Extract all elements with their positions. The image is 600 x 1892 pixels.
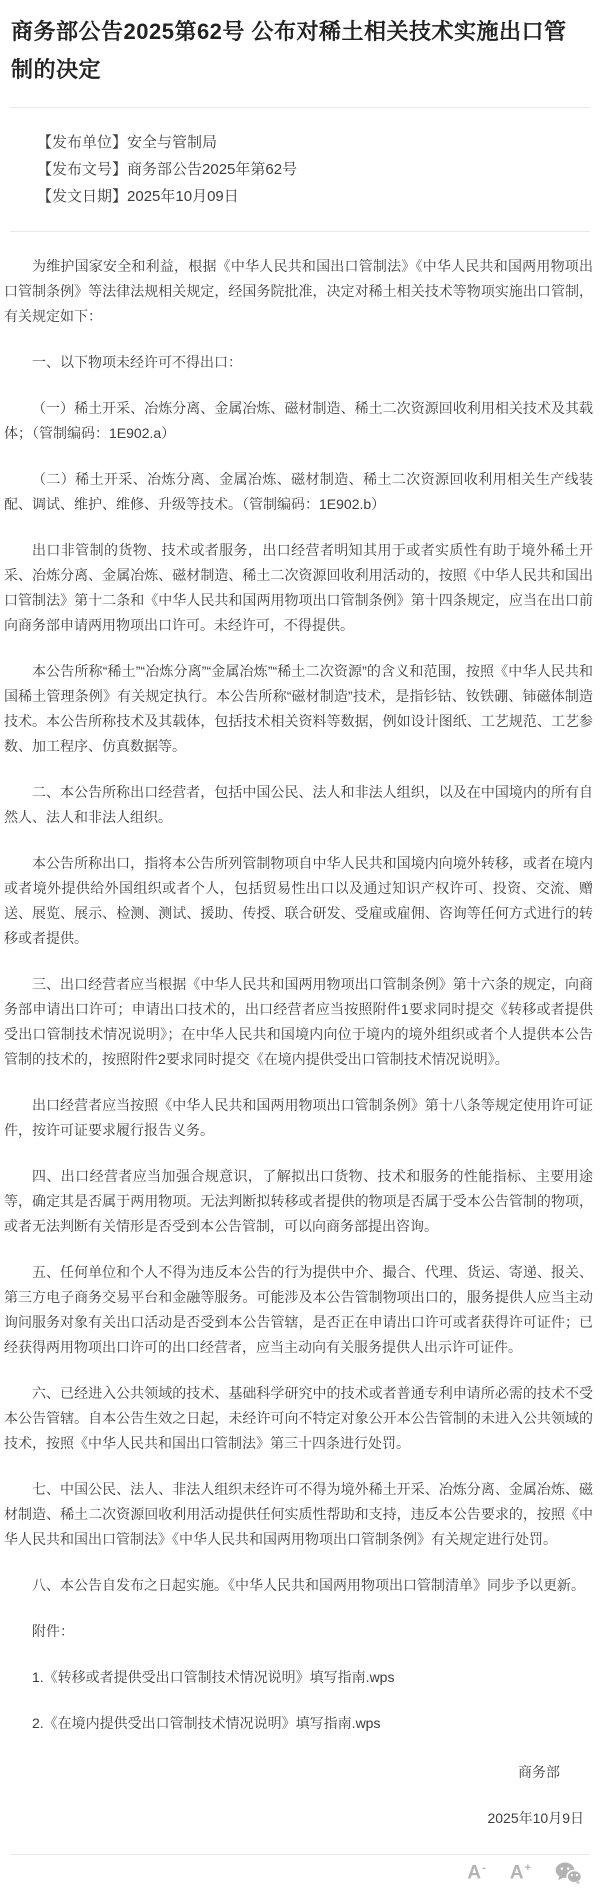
meta-document-number xyxy=(37,156,590,183)
font-increase-button[interactable] xyxy=(510,1863,531,1882)
signature-date: 2025年10月9日 xyxy=(487,1810,584,1826)
body-paragraph: 四、出口经营者应当加强合规意识，了解拟出口货物、技术和服务的性能指标、主要用途等，确定其是否属于两用物项。无法判断拟转移或者提供的物项是否属于受本公告管制的物项，或者无法判断有关情形是否受到本公告管制，可以向商务部提出咨询。 xyxy=(4,1168,593,1234)
meta-block xyxy=(0,108,600,231)
body-paragraph: （二）稀土开采、冶炼分离、金属冶炼、磁材制造、稀土二次资源回收利用相关生产线装配、调试、维护、维修、升级等技术。（管制编码：1E902.b） xyxy=(4,471,593,512)
article-body xyxy=(0,254,600,1831)
font-increase-label: A xyxy=(509,1862,524,1884)
body-paragraph: 六、已经进入公共领域的技术、基础科学研究中的技术或者普通专利申请所必需的技术不受本公告管辖。自本公告生效之日起，未经许可向不特定对象公开本公告管制的未进入公共领域的技术，按照《中华人民共和国出口管制法》第三十四条进行处罚。 xyxy=(4,1385,593,1451)
meta-issue-date xyxy=(37,183,590,210)
body-paragraph: 七、中国公民、法人、非法人组织未经许可不得为境外稀土开采、冶炼分离、金属冶炼、磁材制造、稀土二次资源回收利用活动提供任何实质性帮助和支持，违反本公告要求的，按照《中华人民共和国出口管制法》《中华人民共和国两用物项出口管制条例》有关规定进行处罚。 xyxy=(4,1481,593,1547)
attachment-item-2[interactable]: 2.《在境内提供受出口管制技术情况说明》填写指南.wps xyxy=(32,1715,381,1731)
body-paragraph: 本公告所称“稀土”“冶炼分离”“金属冶炼”“稀土二次资源”的含义和范围，按照《中华人民共和国稀土管理条例》有关规定执行。本公告所称“磁材制造”技术，是指钐钴、钕铁硼、铈磁体制造技术。本公告所称技术及其载体，包括技术相关资料等数据，例如设计图纸、工艺规范、工艺参数、加工程序、仿真数据等。 xyxy=(4,663,593,754)
wechat-icon xyxy=(555,1862,582,1884)
body-paragraph: 为维护国家安全和利益，根据《中华人民共和国出口管制法》《中华人民共和国两用物项出口管制条例》等法律法规相关规定，经国务院批准，决定对稀土相关技术等物项实施出口管制，有关规定如下： xyxy=(4,258,593,324)
meta-value: 安全与管制局 xyxy=(127,134,218,151)
attachments-label: 附件： xyxy=(32,1623,74,1639)
meta-label: 【发文日期】 xyxy=(37,188,128,205)
font-decrease-button[interactable] xyxy=(467,1863,485,1882)
body-paragraph: 本公告所称出口，指将本公告所列管制物项自中华人民共和国境内向境外转移，或者在境内或者境外提供给外国组织或者个人，包括贸易性出口以及通过知识产权许可、投资、交流、赠送、展览、展示、检测、测试、援助、传授、联合研发、受雇或雇佣、咨询等任何方式进行的转移或者提供。 xyxy=(4,855,593,946)
body-paragraph: 三、出口经营者应当根据《中华人民共和国两用物项出口管制条例》第十六条的规定，向商务部申请出口许可；申请出口技术的，出口经营者应当按照附件1要求同时提交《转移或者提供受出口管制技术情况说明》；在中华人民共和国境内向位于境内的境外组织或者个人提供本公告管制的技术的，按照附件2要求同时提交《在境内提供受出口管制技术情况说明》。 xyxy=(4,976,593,1067)
page-title: 商务部公告2025第62号 公布对稀土相关技术实施出口管制的决定 xyxy=(11,19,567,82)
footer-toolbar xyxy=(0,1855,600,1892)
body-paragraph: 出口经营者应当按照《中华人民共和国两用物项出口管制条例》第十八条等规定使用许可证件，按许可证要求履行报告义务。 xyxy=(4,1097,593,1138)
font-decrease-sign: - xyxy=(482,1862,486,1875)
body-paragraph: 出口非管制的货物、技术或者服务，出口经营者明知其用于或者实质性有助于境外稀土开采、冶炼分离、金属冶炼、磁材制造、稀土二次资源回收利用活动的，按照《中华人民共和国出口管制法》第十二条和《中华人民共和国两用物项出口管制条例》第十四条规定，应当在出口前向商务部申请两用物项出口许可。未经许可，不得提供。 xyxy=(4,542,593,633)
meta-value: 商务部公告2025年第62号 xyxy=(127,161,298,178)
body-paragraph: 二、本公告所称出口经营者，包括中国公民、法人和非法人组织，以及在中国境内的所有自然人、法人和非法人组织。 xyxy=(4,784,593,825)
body-paragraph: 一、以下物项未经许可不得出口： xyxy=(32,354,242,370)
font-increase-sign: + xyxy=(524,1862,531,1875)
body-paragraph: （一）稀土开采、冶炼分离、金属冶炼、磁材制造、稀土二次资源回收利用相关技术及其载体；（管制编码：1E902.a） xyxy=(4,400,593,441)
wechat-share-button[interactable] xyxy=(555,1862,582,1884)
body-paragraph: 八、本公告自发布之日起实施。《中华人民共和国两用物项出口管制清单》同步予以更新。 xyxy=(32,1577,585,1593)
meta-label: 【发布文号】 xyxy=(37,161,128,178)
meta-value: 2025年10月09日 xyxy=(127,188,239,205)
attachment-item-1[interactable]: 1.《转移或者提供受出口管制技术情况说明》填写指南.wps xyxy=(32,1669,395,1685)
meta-label: 【发布单位】 xyxy=(37,134,128,151)
signature-department: 商务部 xyxy=(518,1764,560,1780)
divider-below-meta xyxy=(10,231,590,232)
meta-issuing-unit xyxy=(37,129,590,156)
font-decrease-label: A xyxy=(467,1862,482,1884)
body-paragraph: 五、任何单位和个人不得为违反本公告的行为提供中介、撮合、代理、货运、寄递、报关、第三方电子商务交易平台和金融等服务。可能涉及本公告管制物项出口的，服务提供人应当主动询问服务对象有关出口活动是否受到本公告管辖，是否正在申请出口许可或者获得许可证件；已经获得两用物项出口许可的出口经营者，应当主动向有关服务提供人出示许可证件。 xyxy=(4,1264,593,1355)
